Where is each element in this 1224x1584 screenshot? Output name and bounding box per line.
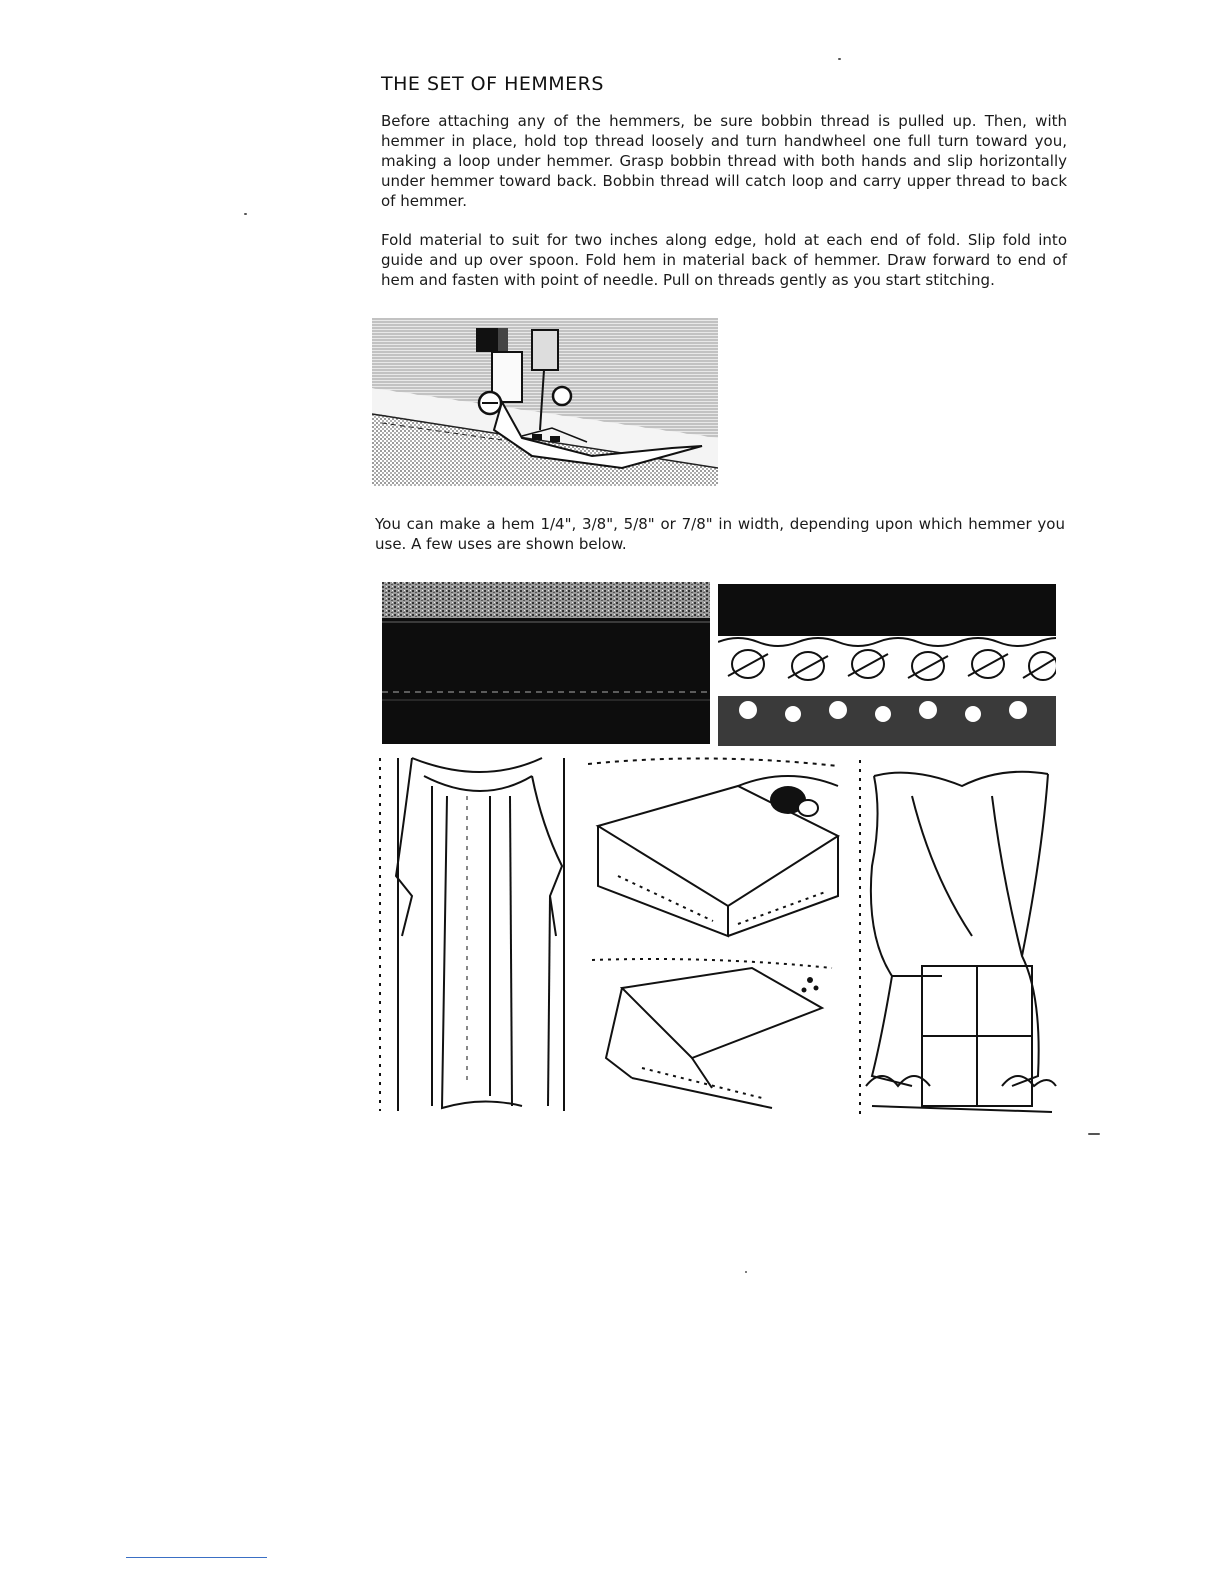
curtain-illustration bbox=[372, 756, 582, 1116]
page-edge-line bbox=[126, 1557, 267, 1558]
paragraph-hem-widths: You can make a hem 1/4", 3/8", 5/8" or 7/8" in width, depending upon which hemmer you use. A few uses are shown below. bbox=[375, 515, 1065, 553]
lace-edging-illustration bbox=[718, 584, 1056, 746]
bedspread-illustration bbox=[588, 756, 846, 952]
paragraph-fold-material: Fold material to suit for two inches along edge, hold at each end of fold. Slip fold into guide and up over spoon. Fold hem in material back of hemmer. Draw forward to end of hem and fasten with point of needle. Pull on threads gently as you start stitching. bbox=[381, 231, 1067, 289]
scan-speck bbox=[1088, 1133, 1100, 1135]
paragraph-bobbin-thread: Before attaching any of the hemmers, be sure bobbin thread is pulled up. Then, with hemmer in place, hold top thread loosely and turn handwheel one full turn toward you, making a loop under hemmer. Grasp bobbin thread with both hands and slip horizontally under hemmer toward back. Bobbin thread will catch loop and carry upper thread to back of hemmer. bbox=[381, 112, 1067, 210]
section-title: THE SET OF HEMMERS bbox=[381, 73, 604, 95]
tablecloth-illustration bbox=[592, 958, 846, 1116]
ruffled-curtains-illustration bbox=[852, 756, 1058, 1120]
scan-speck bbox=[244, 213, 247, 215]
hemmed-fabric-illustration bbox=[382, 582, 710, 744]
scan-speck bbox=[745, 1271, 747, 1273]
scan-speck bbox=[838, 58, 841, 60]
hemmer-foot-illustration bbox=[372, 318, 718, 486]
